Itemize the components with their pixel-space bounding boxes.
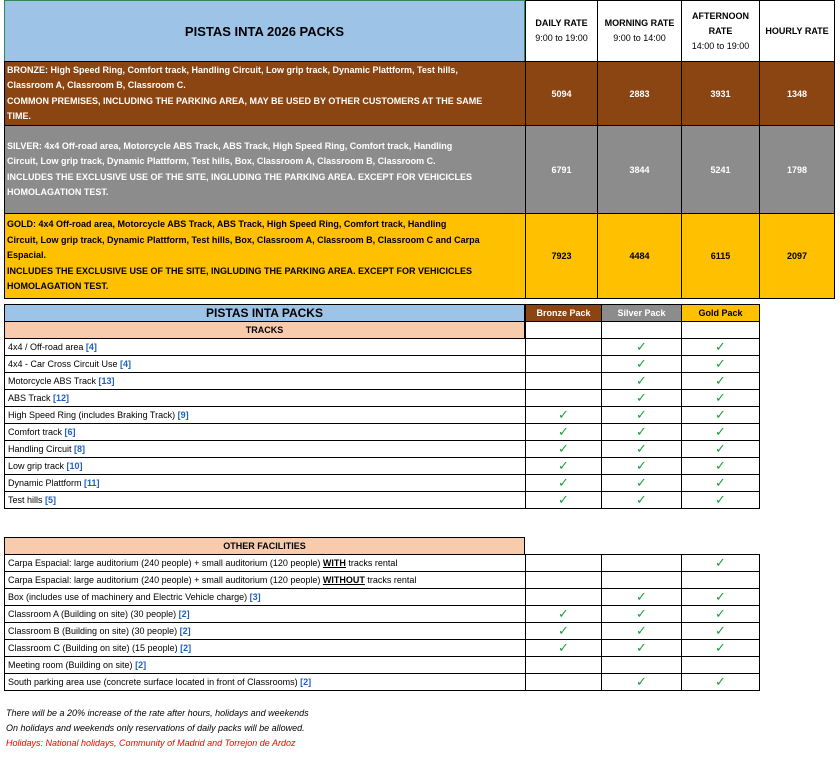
facility-check-cell [681, 639, 760, 657]
pack-description-silver [4, 125, 526, 214]
rate-value-bronze: 1348 [759, 61, 835, 126]
pack-header-0: Bronze Pack [525, 304, 602, 322]
track-check-cell [601, 355, 682, 373]
facilities-table [4, 537, 760, 699]
reference-number: [2] [135, 660, 147, 670]
reference-number: [11] [84, 478, 100, 488]
check-icon: ✓ [636, 623, 647, 639]
track-check-cell [681, 389, 760, 407]
check-icon: ✓ [715, 674, 726, 690]
check-icon: ✓ [636, 441, 647, 457]
reference-number: [2] [179, 626, 191, 636]
rate-column-header [681, 0, 760, 62]
check-icon: ✓ [636, 390, 647, 406]
pack-description-line: TIME. [7, 111, 31, 121]
track-check-cell [525, 338, 602, 356]
track-row-label [4, 338, 526, 356]
packs-table [4, 304, 760, 518]
rate-value-gold: 4484 [597, 213, 682, 299]
track-label: Handling Circuit [8, 444, 72, 454]
track-check-cell [525, 372, 602, 390]
rate-column-header [525, 0, 598, 62]
check-icon: ✓ [715, 492, 726, 508]
check-icon: ✓ [558, 424, 569, 440]
pack-description-line: HOMOLAGATION TEST. [7, 281, 109, 292]
check-icon: ✓ [636, 589, 647, 605]
pack-description-line: Circuit, Low grip track, Dynamic Plattform, Test hills, Box, Classroom A, Classroom B, Classroom C. [7, 156, 436, 166]
pack-description-line: INCLUDES THE EXCLUSIVE USE OF THE SITE, INGLUDING THE PARKING AREA. EXCEPT FOR VEHICICLES [7, 265, 473, 276]
track-check-cell [601, 372, 682, 390]
reference-number: [13] [98, 376, 115, 386]
check-icon: ✓ [715, 589, 726, 605]
rate-value-gold: 6115 [681, 213, 760, 299]
packs-title-text: PISTAS INTA PACKS [206, 306, 323, 320]
track-check-cell [525, 440, 602, 458]
track-check-cell [525, 389, 602, 407]
facility-label-suffix: tracks rental [364, 575, 417, 585]
reference-number: [12] [53, 393, 70, 403]
facility-check-cell [601, 673, 682, 691]
pack-description-text [5, 126, 525, 213]
facility-check-cell [525, 673, 602, 691]
track-label: Comfort track [8, 427, 63, 437]
facility-check-cell [601, 656, 682, 674]
check-icon: ✓ [558, 640, 569, 656]
pack-header-spacer [681, 321, 760, 339]
facility-label: Box (includes use of machinery and Electric Vehicle charge) [8, 592, 248, 602]
track-check-cell [525, 423, 602, 441]
notes [6, 706, 606, 751]
track-row-label [4, 389, 526, 407]
pack-description-line: COMMON PREMISES, INCLUDING THE PARKING AREA, MAY BE USED BY OTHER CUSTOMERS AT THE SAME [7, 95, 483, 106]
check-icon: ✓ [715, 339, 726, 355]
rate-value-bronze: 2883 [597, 61, 682, 126]
check-icon: ✓ [715, 424, 726, 440]
check-icon: ✓ [636, 674, 647, 690]
pack-description-line: Classroom A, Classroom B, Classroom C. [7, 80, 186, 90]
facility-check-cell [601, 622, 682, 640]
check-icon: ✓ [715, 390, 726, 406]
check-icon: ✓ [636, 640, 647, 656]
facility-check-cell [681, 656, 760, 674]
track-check-cell [525, 355, 602, 373]
track-check-cell [681, 457, 760, 475]
pack-description-line: INCLUDES THE EXCLUSIVE USE OF THE SITE, INGLUDING THE PARKING AREA. EXCEPT FOR VEHICICLES [7, 171, 473, 182]
facility-check-cell [601, 605, 682, 623]
facility-check-cell [681, 605, 760, 623]
note-line: On holidays and weekends only reservations of daily packs will be allowed. [6, 723, 305, 733]
check-icon: ✓ [715, 458, 726, 474]
pack-description-text [5, 62, 525, 125]
tracks-subheader-text: TRACKS [245, 325, 284, 335]
track-row-label [4, 457, 526, 475]
facility-check-cell [525, 605, 602, 623]
rate-column-name: DAILY RATE [535, 18, 588, 28]
reference-number: [2] [178, 609, 190, 619]
track-check-cell [525, 491, 602, 509]
reference-number: [4] [85, 342, 97, 352]
track-check-cell [525, 474, 602, 492]
facility-label: Carpa Espacial: large auditorium (240 people) + small auditorium (120 people) [8, 575, 323, 585]
rate-value-silver: 6791 [525, 125, 598, 214]
track-label: 4x4 - Car Cross Circuit Use [8, 359, 118, 369]
check-icon: ✓ [636, 475, 647, 491]
check-icon: ✓ [558, 458, 569, 474]
reference-number: [3] [249, 592, 261, 602]
rate-column-time: 9:00 to 19:00 [535, 33, 588, 43]
track-check-cell [601, 440, 682, 458]
rate-value-gold: 7923 [525, 213, 598, 299]
check-icon: ✓ [636, 339, 647, 355]
rate-value-silver: 1798 [759, 125, 835, 214]
check-icon: ✓ [715, 356, 726, 372]
track-check-cell [601, 338, 682, 356]
pack-description-line: Circuit, Low grip track, Dynamic Plattform, Test hills, Box, Classroom A, Classroom B, Classroom C and Carpa [7, 234, 480, 245]
facility-check-cell [681, 622, 760, 640]
track-check-cell [681, 372, 760, 390]
rate-column-header [759, 0, 835, 62]
check-icon: ✓ [715, 640, 726, 656]
pack-description-line: BRONZE: High Speed Ring, Comfort track, Handling Circuit, Low grip track, Dynamic Plattform, Test hills, [7, 64, 458, 75]
rate-column-name: MORNING RATE [604, 18, 675, 28]
track-check-cell [601, 423, 682, 441]
track-row-label [4, 440, 526, 458]
facility-label: Classroom C (Building on site) (15 people) [8, 643, 178, 653]
note-line: There will be a 20% increase of the rate after hours, holidays and weekends [6, 708, 309, 718]
rate-column-time: 9:00 to 14:00 [613, 33, 666, 43]
track-label: ABS Track [8, 393, 51, 403]
track-row-label [4, 406, 526, 424]
facility-check-cell [601, 639, 682, 657]
track-row-label [4, 355, 526, 373]
facility-row-label [4, 639, 526, 657]
check-icon: ✓ [636, 458, 647, 474]
track-check-cell [681, 474, 760, 492]
facility-check-cell [681, 673, 760, 691]
pack-description-text [5, 214, 525, 298]
facilities-subheader [4, 537, 525, 555]
check-icon: ✓ [715, 475, 726, 491]
rate-column-header [597, 0, 682, 62]
check-icon: ✓ [636, 424, 647, 440]
facility-check-cell [525, 622, 602, 640]
track-label: Test hills [8, 495, 43, 505]
check-icon: ✓ [715, 441, 726, 457]
track-check-cell [681, 406, 760, 424]
reference-number: [2] [180, 643, 192, 653]
note-line-holidays: Holidays: National holidays, Community of Madrid and Torrejon de Ardoz [6, 738, 296, 748]
facility-row-label [4, 554, 526, 572]
reference-number: [2] [300, 677, 312, 687]
check-icon: ✓ [715, 623, 726, 639]
pack-header-1: Silver Pack [601, 304, 682, 322]
reference-number: [10] [66, 461, 83, 471]
rate-value-silver: 3844 [597, 125, 682, 214]
facility-label: Carpa Espacial: large auditorium (240 people) + small auditorium (120 people) [8, 558, 323, 568]
check-icon: ✓ [558, 492, 569, 508]
track-check-cell [525, 457, 602, 475]
pack-header-spacer [601, 321, 682, 339]
check-icon: ✓ [636, 373, 647, 389]
check-icon: ✓ [558, 623, 569, 639]
check-icon: ✓ [636, 356, 647, 372]
facility-label-emphasis: WITH [322, 558, 346, 568]
rate-value-bronze: 5094 [525, 61, 598, 126]
check-icon: ✓ [558, 475, 569, 491]
rates-table-title [4, 0, 525, 62]
rate-value-gold: 2097 [759, 213, 835, 299]
track-label: 4x4 / Off-road area [8, 342, 84, 352]
check-icon: ✓ [558, 606, 569, 622]
check-icon: ✓ [636, 407, 647, 423]
track-check-cell [601, 491, 682, 509]
check-icon: ✓ [636, 492, 647, 508]
facility-row-label [4, 588, 526, 606]
facility-row-label [4, 673, 526, 691]
facility-check-cell [681, 571, 760, 589]
reference-number: [8] [74, 444, 86, 454]
rates-title-text: PISTAS INTA 2026 PACKS [184, 23, 345, 39]
pack-description-line: SILVER: 4x4 Off-road area, Motorcycle ABS Track, ABS Track, High Speed Ring, Comfort track, Handling [7, 140, 453, 151]
facility-check-cell [525, 571, 602, 589]
check-icon: ✓ [558, 441, 569, 457]
track-check-cell [681, 440, 760, 458]
track-check-cell [601, 457, 682, 475]
rate-column-name: AFTERNOON RATE [692, 10, 749, 36]
track-check-cell [681, 338, 760, 356]
track-row-label [4, 474, 526, 492]
facility-check-cell [681, 554, 760, 572]
facility-label-suffix: tracks rental [345, 558, 398, 568]
facility-check-cell [525, 554, 602, 572]
track-check-cell [525, 406, 602, 424]
check-icon: ✓ [636, 606, 647, 622]
track-label: High Speed Ring (includes Braking Track) [8, 410, 176, 420]
rate-value-silver: 5241 [681, 125, 760, 214]
pack-header-spacer [525, 321, 602, 339]
facility-label-emphasis: WITHOUT [322, 575, 365, 585]
track-check-cell [601, 474, 682, 492]
check-icon: ✓ [715, 555, 726, 571]
track-label: Motorcycle ABS Track [8, 376, 97, 386]
reference-number: [9] [177, 410, 189, 420]
facility-row-label [4, 605, 526, 623]
pack-description-line: Espacial. [7, 250, 47, 261]
facility-check-cell [525, 588, 602, 606]
rate-column-name: HOURLY RATE [765, 25, 829, 36]
check-icon: ✓ [715, 373, 726, 389]
reference-number: [5] [45, 495, 57, 505]
rate-value-bronze: 3931 [681, 61, 760, 126]
facility-label: Classroom A (Building on site) (30 people) [8, 609, 177, 619]
track-check-cell [681, 355, 760, 373]
facilities-subheader-text: OTHER FACILITIES [223, 541, 306, 551]
reference-number: [4] [120, 359, 132, 369]
rates-table [4, 0, 834, 298]
tracks-subheader [4, 321, 525, 339]
track-label: Low grip track [8, 461, 65, 471]
track-check-cell [601, 406, 682, 424]
check-icon: ✓ [558, 407, 569, 423]
rate-column-time: 14:00 to 19:00 [691, 40, 750, 51]
facility-row-label [4, 656, 526, 674]
track-check-cell [681, 423, 760, 441]
pack-description-line: HOMOLAGATION TEST. [7, 187, 109, 197]
track-row-label [4, 372, 526, 390]
facility-check-cell [525, 656, 602, 674]
pack-description-line: GOLD: 4x4 Off-road area, Motorcycle ABS Track, ABS Track, High Speed Ring, Comfort track, Handling [7, 219, 447, 230]
reference-number: [6] [64, 427, 76, 437]
pack-description-bronze [4, 61, 526, 126]
facility-check-cell [601, 588, 682, 606]
facility-label: Classroom B (Building on site) (30 people) [8, 626, 178, 636]
check-icon: ✓ [715, 407, 726, 423]
track-row-label [4, 423, 526, 441]
track-label: Dynamic Plattform [8, 478, 82, 488]
facility-check-cell [601, 571, 682, 589]
facility-label: South parking area use (concrete surface located in front of Classrooms) [8, 677, 298, 687]
packs-table-title [4, 304, 525, 322]
pack-description-gold [4, 213, 526, 299]
facility-check-cell [525, 639, 602, 657]
facility-check-cell [601, 554, 682, 572]
facility-label: Meeting room (Building on site) [8, 660, 133, 670]
check-icon: ✓ [715, 606, 726, 622]
pack-header-2: Gold Pack [681, 304, 760, 322]
track-row-label [4, 491, 526, 509]
facility-check-cell [681, 588, 760, 606]
track-check-cell [601, 389, 682, 407]
track-check-cell [681, 491, 760, 509]
facility-row-label [4, 622, 526, 640]
facility-row-label [4, 571, 526, 589]
